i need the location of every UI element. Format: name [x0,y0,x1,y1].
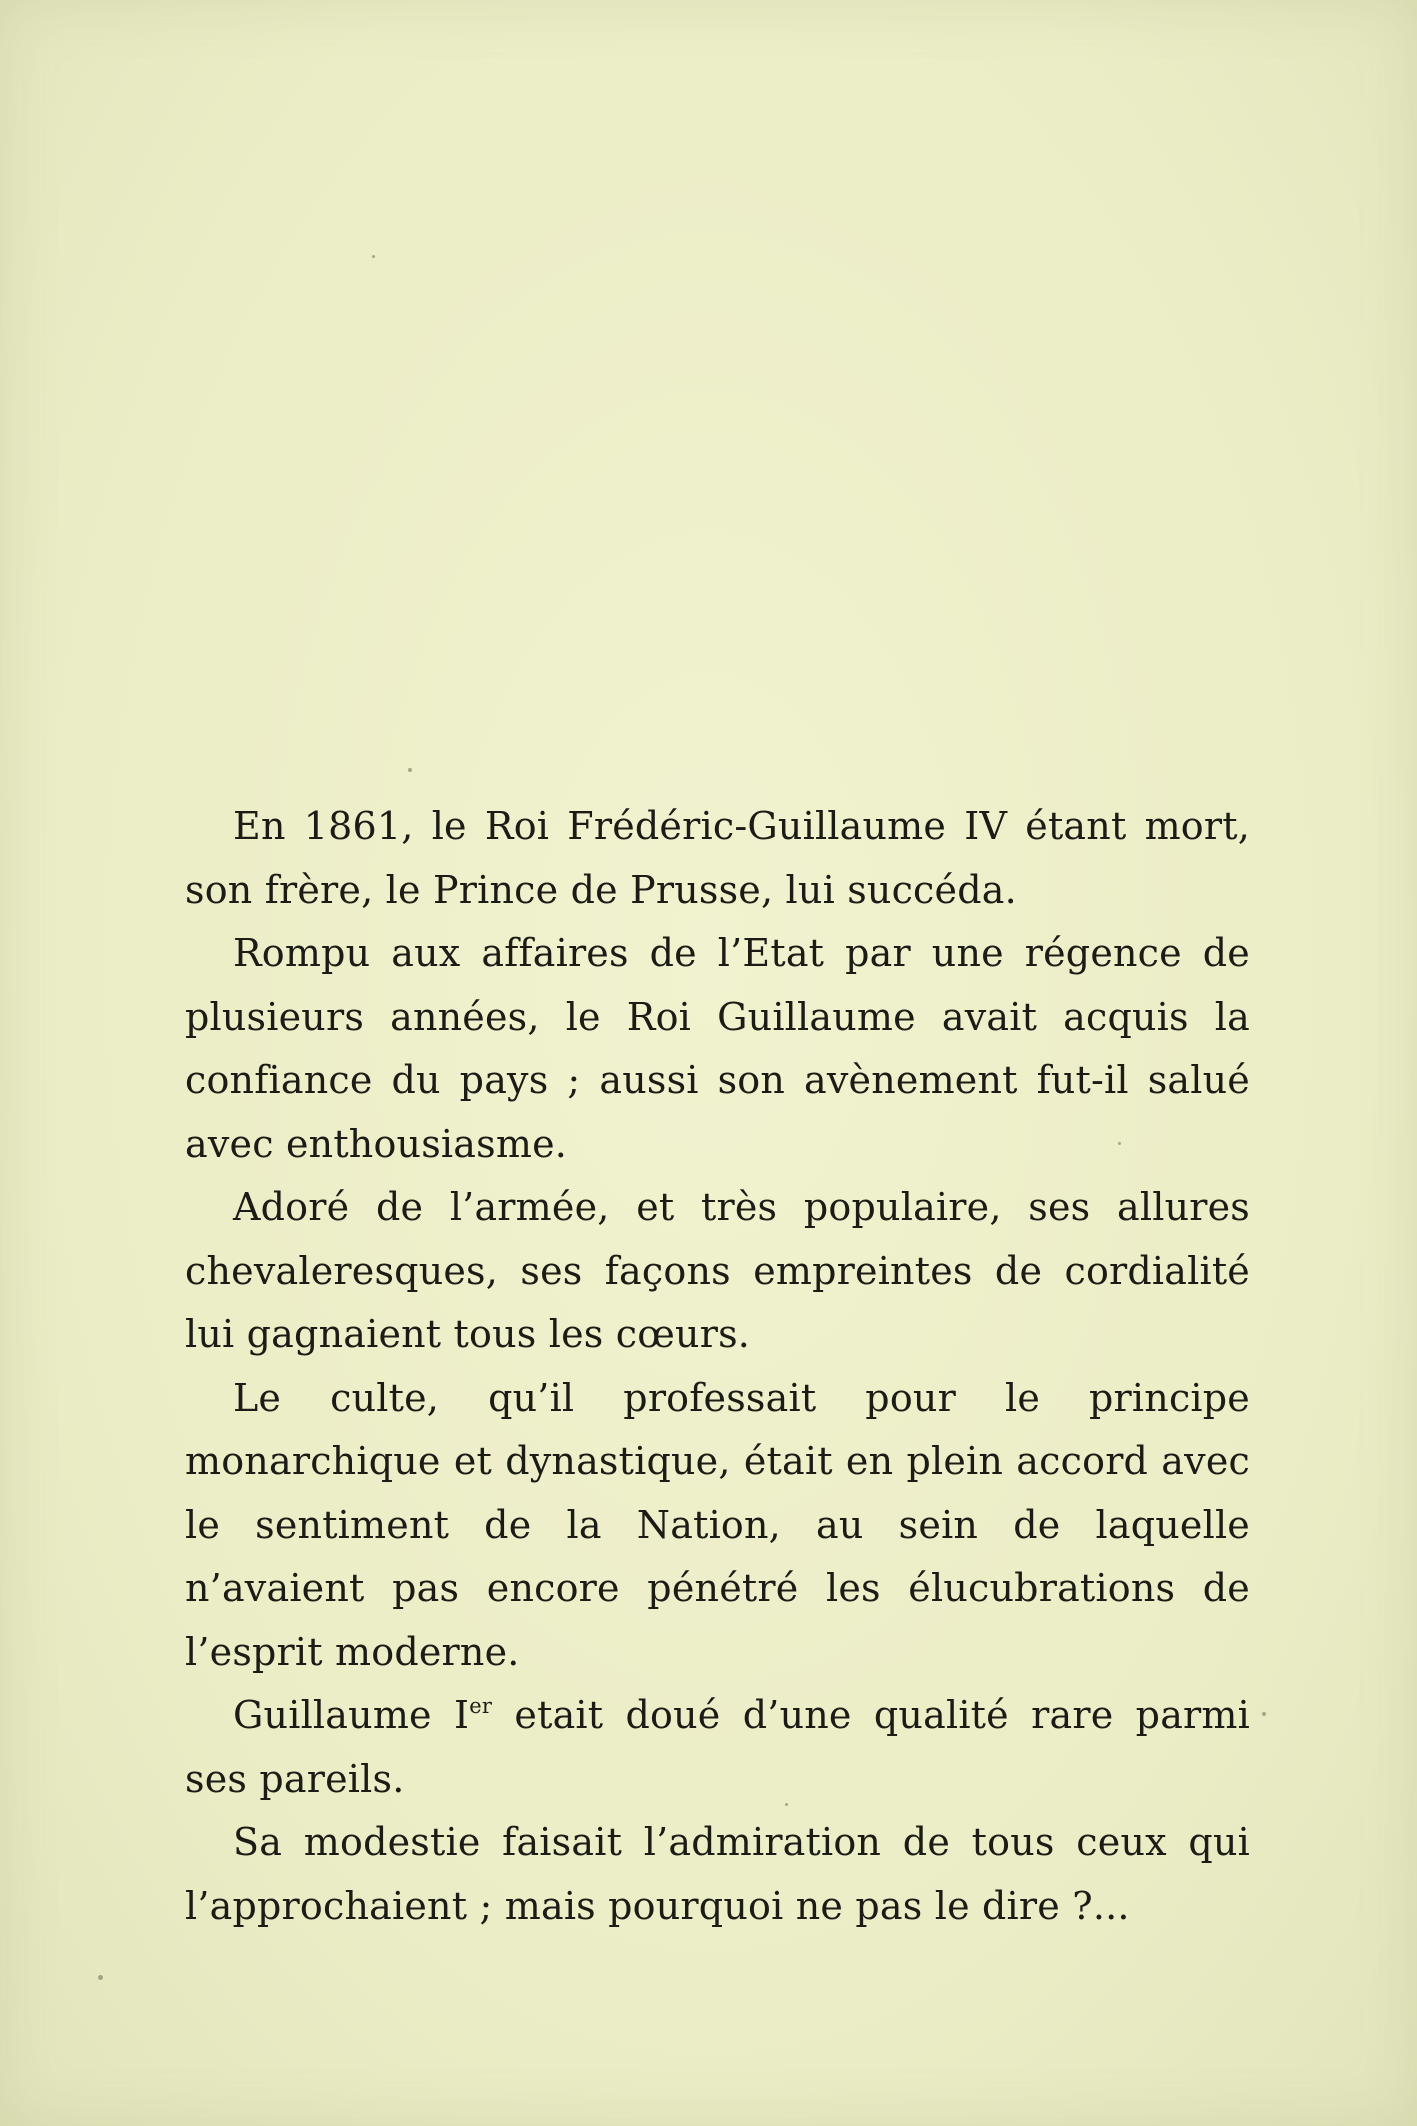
paragraph: Sa modestie faisait l’admiration de tous ceux qui l’approchaient ; mais pourquoi ne pas le dire ?... [185,1820,1250,1928]
paper-speck [1262,1712,1266,1716]
paragraph: Le culte, qu’il professait pour le principe monarchique et dynastique, était en plein accord avec le sentiment de la Nation, au sein de laquelle n’avaient pas encore pénétré les élucubrations de l’esprit moderne. [185,1375,1250,1674]
paragraph: Rompu aux affaires de l’Etat par une régence de plusieurs années, le Roi Guillaume avait acquis la confiance du pays ; aussi son avènement fut-il salué avec enthousiasme. [185,931,1250,1166]
paragraph: Adoré de l’armée, et très populaire, ses allures chevaleresques, ses façons empreintes de cordialité lui gagnaient tous les cœurs. [185,1185,1250,1356]
paragraph: En 1861, le Roi Frédéric-Guillaume IV étant mort, son frère, le Prince de Prusse, lui succéda. [185,804,1250,912]
paragraph-text: Guillaume I [233,1693,470,1737]
paragraph [185,1684,1250,1811]
paper-speck [408,768,412,772]
paper-speck [372,255,375,258]
body-text [185,795,1250,1938]
paper-speck [98,1975,103,1980]
ordinal-superscript: er [469,1694,493,1718]
paragraph-text: etait doué d’une qualité rare parmi ses pareils. [185,1693,1251,1801]
